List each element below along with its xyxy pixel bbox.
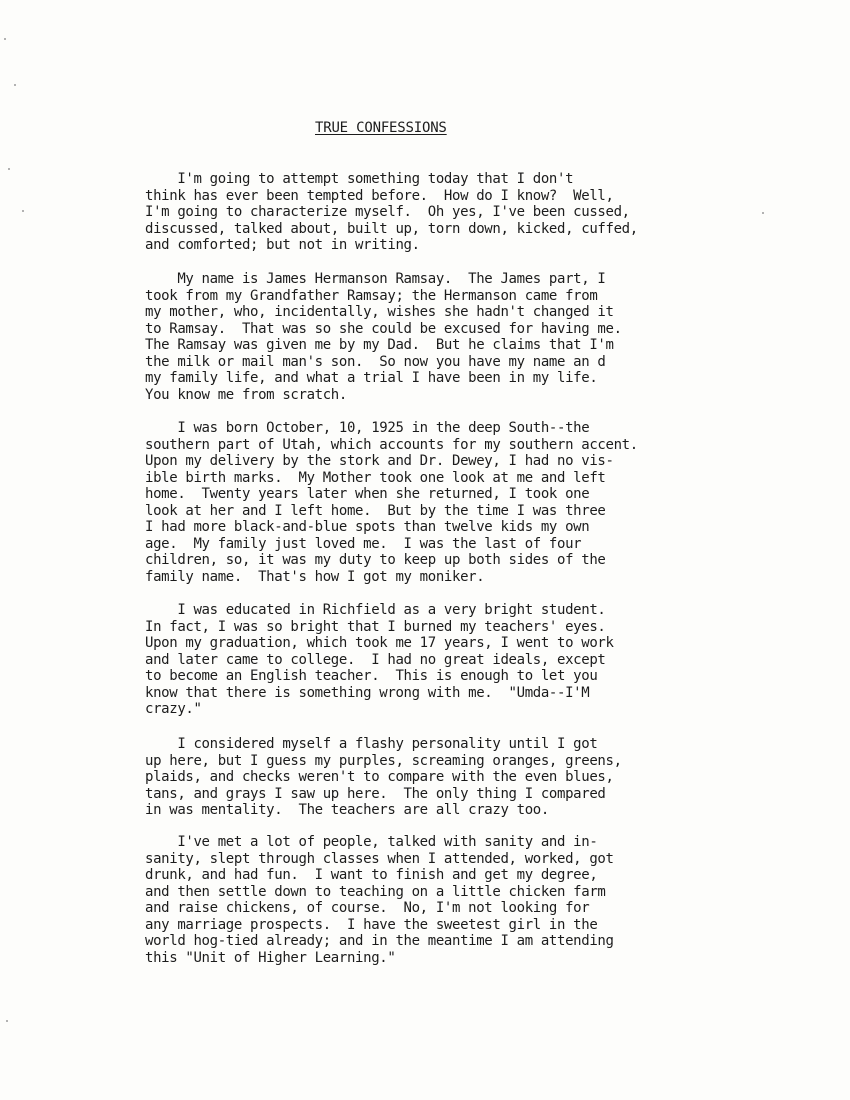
paragraph-line: and later came to college. I had no great ideals, except <box>145 651 606 668</box>
paragraph-line: took from my Grandfather Ramsay; the Hermanson came from <box>145 287 598 304</box>
scan-speck <box>4 38 6 40</box>
paragraph-line: my family life, and what a trial I have been in my life. <box>145 370 598 386</box>
paragraph-line: up here, but I guess my purples, screaming oranges, greens, <box>145 752 622 769</box>
paragraph-5 <box>145 736 622 819</box>
paragraph-line: I had more black-and-blue spots than twelve kids my own <box>145 519 590 535</box>
paragraph-line: age. My family just loved me. I was the last of four <box>145 535 582 552</box>
paragraph-line: tans, and grays I saw up here. The only thing I compared <box>145 785 606 802</box>
paragraph-line: drunk, and had fun. I want to finish and get my degree, <box>145 867 598 883</box>
paragraph-line: You know me from scratch. <box>145 386 347 403</box>
paragraph-line: In fact, I was so bright that I burned my teachers' eyes. <box>145 618 606 635</box>
scan-speck <box>22 210 24 212</box>
paragraph-6 <box>145 834 614 966</box>
paragraph-line: any marriage prospects. I have the sweetest girl in the <box>145 916 598 933</box>
scan-speck <box>14 84 16 86</box>
paragraph-line: I'm going to attempt something today that I don't <box>145 171 574 187</box>
paragraph-line: sanity, slept through classes when I attended, worked, got <box>145 850 614 867</box>
paragraph-line: think has ever been tempted before. How do I know? Well, <box>145 187 614 204</box>
paragraph-line: southern part of Utah, which accounts for my southern accent. <box>145 436 638 453</box>
paragraph-line: plaids, and checks weren't to compare with the even blues, <box>145 769 614 785</box>
paragraph-line: ible birth marks. My Mother took one look at me and left <box>145 469 606 486</box>
paragraph-line: the milk or mail man's son. So now you have my name an d <box>145 353 606 370</box>
paragraph-line: to become an English teacher. This is enough to let you <box>145 668 598 684</box>
paragraph-line: world hog-tied already; and in the meantime I am attending <box>145 933 614 949</box>
paragraph-line: children, so, it was my duty to keep up both sides of the <box>145 552 606 568</box>
paragraph-1 <box>145 171 638 254</box>
paragraph-2 <box>145 271 622 403</box>
paragraph-line: in was mentality. The teachers are all crazy too. <box>145 802 549 818</box>
paragraph-line: and then settle down to teaching on a little chicken farm <box>145 883 606 900</box>
document-title: TRUE CONFESSIONS <box>315 120 447 136</box>
paragraph-line: I've met a lot of people, talked with sanity and in- <box>145 834 598 850</box>
paragraph-line: know that there is something wrong with me. "Umda--I'M <box>145 684 590 701</box>
paragraph-line: and raise chickens, of course. No, I'm not looking for <box>145 900 590 916</box>
paragraph-line: discussed, talked about, built up, torn down, kicked, cuffed, <box>145 220 638 237</box>
paragraph-line: my mother, who, incidentally, wishes she hadn't changed it <box>145 304 614 320</box>
paragraph-line: Upon my delivery by the stork and Dr. Dewey, I had no vis- <box>145 453 614 469</box>
paragraph-line: The Ramsay was given me by my Dad. But he claims that I'm <box>145 337 614 353</box>
scan-speck <box>762 212 764 214</box>
paragraph-line: family name. That's how I got my moniker. <box>145 568 485 585</box>
paragraph-line: I was educated in Richfield as a very bright student. <box>145 602 606 618</box>
paragraph-line: home. Twenty years later when she returned, I took one <box>145 486 590 502</box>
paragraph-line: to Ramsay. That was so she could be excused for having me. <box>145 320 622 337</box>
paragraph-line: and comforted; but not in writing. <box>145 237 420 253</box>
paragraph-line: I'm going to characterize myself. Oh yes, I've been cussed, <box>145 204 630 220</box>
paragraph-line: I considered myself a flashy personality until I got <box>145 736 598 752</box>
paragraph-line: I was born October, 10, 1925 in the deep South--the <box>145 420 590 436</box>
paragraph-4 <box>145 602 614 718</box>
paragraph-line: My name is James Hermanson Ramsay. The James part, I <box>145 271 606 287</box>
scan-speck <box>8 168 10 170</box>
paragraph-line: Upon my graduation, which took me 17 years, I went to work <box>145 635 614 651</box>
scan-speck <box>6 1020 8 1022</box>
paragraph-line: this "Unit of Higher Learning." <box>145 949 396 966</box>
paragraph-line: look at her and I left home. But by the time I was three <box>145 502 606 519</box>
paragraph-3 <box>145 420 638 585</box>
paragraph-line: crazy." <box>145 701 202 717</box>
